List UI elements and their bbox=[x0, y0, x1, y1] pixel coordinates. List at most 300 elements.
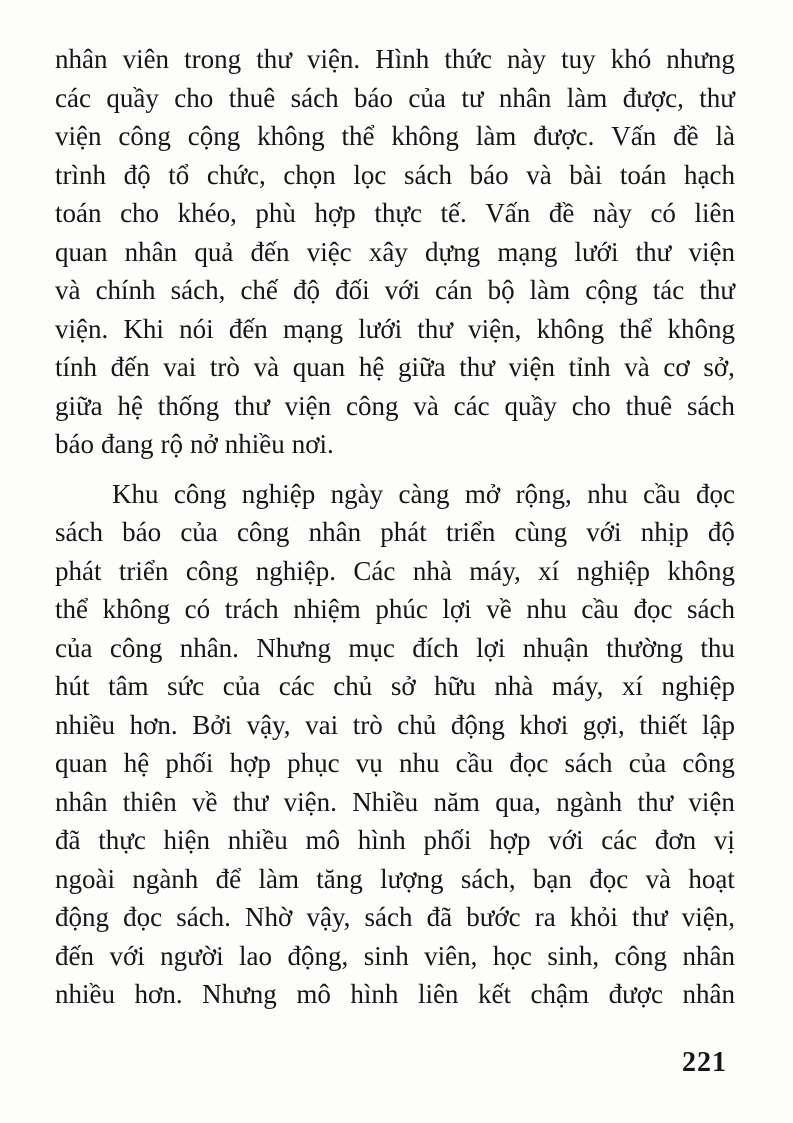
word: viện bbox=[284, 390, 332, 421]
word: công bbox=[173, 478, 227, 509]
word: hiện bbox=[163, 825, 211, 855]
word: nhân bbox=[55, 786, 108, 817]
word: tác bbox=[652, 275, 685, 305]
word: của bbox=[628, 748, 667, 778]
word: sách bbox=[364, 902, 413, 932]
word: thực bbox=[374, 198, 422, 228]
word: đọc bbox=[633, 594, 673, 624]
word: báo bbox=[55, 429, 94, 459]
word: giữa bbox=[55, 390, 103, 421]
word: nhưng bbox=[666, 44, 735, 74]
word: đích bbox=[412, 632, 459, 663]
word: không bbox=[536, 313, 605, 344]
word: nghiệp. bbox=[255, 555, 336, 586]
word: vai bbox=[305, 709, 339, 740]
word: nhiều bbox=[227, 825, 288, 855]
word: nhà bbox=[494, 671, 534, 701]
word: vậy, bbox=[246, 709, 291, 740]
word: với bbox=[586, 517, 622, 547]
word: đọc bbox=[695, 478, 735, 509]
word: nở bbox=[189, 429, 218, 459]
word: để bbox=[215, 863, 242, 894]
word: Vấn bbox=[611, 121, 657, 151]
word: quan bbox=[55, 236, 108, 267]
word: hợp bbox=[489, 825, 531, 855]
word: báo bbox=[122, 517, 162, 547]
word: nhân bbox=[682, 979, 735, 1009]
word: nhu bbox=[398, 748, 440, 778]
word: vậy, bbox=[306, 902, 351, 932]
word: bộ bbox=[487, 275, 515, 305]
word: hút bbox=[55, 671, 90, 701]
word: năm bbox=[433, 786, 480, 817]
word: không bbox=[667, 313, 735, 344]
word: cho bbox=[174, 82, 214, 113]
word: không bbox=[391, 121, 459, 151]
word: Các bbox=[353, 555, 396, 586]
word: trình bbox=[55, 159, 106, 190]
word: viện. bbox=[55, 313, 109, 344]
word: thống bbox=[157, 390, 220, 421]
word: cho bbox=[120, 198, 160, 228]
word: làm bbox=[475, 121, 517, 151]
word: ngành bbox=[132, 863, 199, 894]
word: cầu bbox=[581, 594, 619, 624]
word: và bbox=[413, 390, 439, 421]
word: chủ bbox=[397, 709, 437, 740]
word: thư bbox=[234, 390, 270, 421]
paragraph bbox=[55, 475, 735, 1014]
word: về bbox=[192, 786, 218, 817]
word: công bbox=[185, 555, 239, 586]
word: nhân bbox=[498, 82, 552, 113]
word: học bbox=[492, 940, 532, 971]
word: hình bbox=[357, 825, 406, 855]
word: trò bbox=[352, 709, 383, 740]
word: viện bbox=[508, 352, 555, 382]
word: đã bbox=[426, 902, 453, 932]
word: đến bbox=[228, 313, 268, 344]
word: phúc bbox=[375, 594, 428, 624]
word: phát bbox=[55, 555, 102, 586]
word: sách bbox=[404, 159, 452, 190]
word: nhân. bbox=[179, 632, 239, 663]
word: hơn. bbox=[129, 709, 178, 740]
word: triển bbox=[445, 517, 496, 547]
word: nghiệp bbox=[661, 671, 735, 701]
word: thường bbox=[606, 632, 684, 663]
word: thư bbox=[699, 82, 735, 113]
word: khỏi bbox=[569, 902, 618, 932]
word: cơ bbox=[663, 352, 690, 382]
word: sách bbox=[55, 517, 103, 547]
word: Vấn bbox=[485, 198, 531, 228]
word: sách. bbox=[176, 902, 231, 932]
word: quả bbox=[194, 236, 234, 267]
word: làm bbox=[529, 275, 571, 305]
word: tế. bbox=[440, 198, 467, 228]
word: đọc bbox=[589, 863, 629, 894]
word: này bbox=[592, 198, 632, 228]
word: Khu bbox=[112, 478, 159, 509]
word: xí bbox=[538, 555, 560, 586]
word: Khi bbox=[123, 313, 164, 344]
word: thư bbox=[459, 352, 495, 382]
word: và bbox=[253, 352, 280, 382]
text-line bbox=[55, 387, 735, 426]
word: phù bbox=[255, 198, 296, 228]
word: Nhưng bbox=[256, 632, 331, 663]
word: quan bbox=[55, 748, 108, 778]
word: và bbox=[624, 352, 650, 382]
word: nhuận bbox=[522, 632, 589, 663]
word: rộng, bbox=[515, 478, 572, 509]
word: báo bbox=[354, 82, 393, 113]
word: đề bbox=[673, 121, 699, 151]
word: hợp bbox=[229, 748, 271, 778]
word: quầy bbox=[106, 82, 159, 113]
word: viện, bbox=[468, 313, 522, 344]
word: nhân bbox=[55, 44, 108, 74]
word: lượng bbox=[380, 863, 444, 894]
word: mạng bbox=[283, 313, 343, 344]
word: đang bbox=[100, 429, 154, 459]
word: thư bbox=[635, 236, 672, 267]
word: viên bbox=[122, 44, 170, 74]
word: sách bbox=[564, 748, 613, 778]
word: chậm bbox=[530, 979, 590, 1009]
word: nhiều bbox=[55, 979, 115, 1009]
word: với bbox=[109, 940, 145, 971]
word: lợi bbox=[442, 594, 472, 624]
word: bạn bbox=[532, 863, 572, 894]
word: không bbox=[257, 121, 325, 151]
word: thư bbox=[256, 44, 292, 74]
word: nhân bbox=[682, 940, 735, 971]
word: sách, bbox=[460, 863, 516, 894]
word: ngày bbox=[330, 478, 384, 509]
word: thư bbox=[631, 902, 668, 932]
word: làm bbox=[258, 863, 299, 894]
word: tính bbox=[55, 352, 98, 382]
word: báo bbox=[469, 159, 509, 190]
word: phối bbox=[423, 825, 472, 855]
word: thể bbox=[55, 594, 88, 624]
word: làm bbox=[566, 82, 608, 113]
word: qua, bbox=[495, 786, 541, 817]
word: viện bbox=[688, 236, 735, 267]
word: viện bbox=[55, 121, 102, 151]
word: công bbox=[109, 632, 163, 663]
word: phục bbox=[287, 748, 340, 778]
word: hoạt bbox=[688, 863, 735, 894]
text-line bbox=[55, 117, 735, 156]
word: thực bbox=[98, 825, 146, 855]
word: toán bbox=[619, 159, 667, 190]
text-line bbox=[55, 194, 735, 233]
word: nhà bbox=[412, 555, 452, 586]
word: đơn bbox=[654, 825, 697, 855]
text-line bbox=[55, 629, 735, 668]
word: hệ bbox=[123, 748, 150, 778]
paragraph bbox=[55, 40, 735, 464]
word: nhiều bbox=[224, 429, 285, 459]
word: viện. bbox=[283, 786, 337, 817]
word: tâm bbox=[108, 671, 149, 701]
word: viện bbox=[688, 786, 735, 817]
word: thể bbox=[619, 313, 653, 344]
word: chức, bbox=[206, 159, 266, 190]
word: mạng bbox=[497, 236, 558, 267]
word: Nhưng bbox=[202, 979, 277, 1009]
word: rộ bbox=[160, 429, 183, 459]
word: công bbox=[682, 748, 735, 778]
word: có bbox=[650, 198, 676, 228]
word: đọc bbox=[509, 748, 549, 778]
word: công bbox=[118, 121, 171, 151]
word: khơi bbox=[519, 709, 569, 740]
word: xây bbox=[368, 236, 408, 267]
word: động bbox=[450, 709, 505, 740]
word: thuê bbox=[625, 390, 673, 421]
word: với bbox=[548, 825, 584, 855]
word: nói bbox=[179, 313, 214, 344]
word: khó bbox=[610, 44, 652, 74]
text-block bbox=[55, 40, 735, 1014]
word: cộng bbox=[585, 275, 638, 305]
word: thiên bbox=[122, 786, 177, 817]
text-line bbox=[55, 860, 735, 899]
word: tỉnh bbox=[568, 352, 611, 382]
word: toán bbox=[55, 198, 102, 228]
text-line bbox=[55, 271, 735, 310]
word: Hình bbox=[375, 44, 430, 74]
word: động, bbox=[287, 940, 349, 971]
word: liên bbox=[694, 198, 735, 228]
text-line bbox=[55, 513, 735, 552]
word: sức bbox=[167, 671, 205, 701]
word: nhân bbox=[308, 517, 362, 547]
word: mô bbox=[296, 979, 331, 1009]
word: không bbox=[102, 594, 171, 624]
word: tuy bbox=[561, 44, 596, 74]
word: đã bbox=[55, 825, 81, 855]
word: Nhờ bbox=[245, 902, 293, 932]
word: đối bbox=[335, 275, 370, 305]
word: cầu bbox=[455, 748, 494, 778]
word: liên bbox=[417, 979, 459, 1009]
word: sở bbox=[390, 671, 416, 701]
word: sách bbox=[686, 390, 735, 421]
word: xí bbox=[621, 671, 643, 701]
word: của bbox=[55, 632, 93, 663]
word: mục bbox=[348, 632, 395, 663]
word: triển bbox=[118, 555, 169, 586]
word: nghiệp bbox=[576, 555, 651, 586]
word: lưới bbox=[574, 236, 619, 267]
word: công bbox=[236, 517, 290, 547]
word: sách bbox=[290, 82, 339, 113]
word: tổ bbox=[168, 159, 190, 190]
word: thể bbox=[341, 121, 375, 151]
word: viện, bbox=[681, 902, 735, 932]
word: đề bbox=[548, 198, 575, 228]
word: quầy bbox=[504, 390, 557, 421]
word: máy, bbox=[551, 671, 604, 701]
word: dựng bbox=[425, 236, 481, 267]
word: phối bbox=[165, 748, 214, 778]
word: được. bbox=[533, 121, 595, 151]
word: chính bbox=[95, 275, 156, 305]
word: này bbox=[507, 44, 547, 74]
word: không bbox=[667, 555, 735, 586]
word: chế bbox=[240, 275, 278, 305]
word: của bbox=[408, 82, 446, 113]
word: sách, bbox=[170, 275, 226, 305]
word: các bbox=[55, 82, 91, 113]
word: tư bbox=[461, 82, 484, 113]
word: sinh, bbox=[547, 940, 600, 971]
text-line bbox=[55, 425, 735, 464]
text-line bbox=[55, 40, 735, 79]
text-line bbox=[55, 348, 735, 387]
text-line bbox=[55, 310, 735, 349]
word: thiết bbox=[639, 709, 688, 740]
word: và bbox=[55, 275, 81, 305]
word: trách bbox=[224, 594, 279, 624]
word: thư bbox=[637, 786, 674, 817]
word: ra bbox=[534, 902, 556, 932]
word: của bbox=[222, 671, 261, 701]
word: đến bbox=[55, 940, 94, 971]
word: việc bbox=[306, 236, 352, 267]
word: viện. bbox=[306, 44, 361, 74]
word: mở bbox=[464, 478, 501, 509]
word: đọc bbox=[123, 902, 163, 932]
word: viên, bbox=[424, 940, 478, 971]
word: máy, bbox=[469, 555, 521, 586]
word: lợi bbox=[476, 632, 506, 663]
word: hơn. bbox=[134, 979, 183, 1009]
word: cùng bbox=[514, 517, 568, 547]
text-line bbox=[55, 590, 735, 629]
word: Nhiều bbox=[352, 786, 419, 817]
word: hệ bbox=[358, 352, 385, 382]
word: chủ bbox=[333, 671, 373, 701]
word: nhiệm bbox=[293, 594, 361, 624]
text-line bbox=[55, 552, 735, 591]
text-line bbox=[55, 975, 735, 1014]
word: nhịp bbox=[640, 517, 689, 547]
word: trong bbox=[184, 44, 242, 74]
text-line bbox=[55, 706, 735, 745]
word: độ bbox=[707, 517, 735, 547]
word: thư bbox=[699, 275, 735, 305]
word: cán bbox=[435, 275, 473, 305]
word: hợp bbox=[314, 198, 356, 228]
word: hữu bbox=[434, 671, 476, 701]
word: đến bbox=[250, 236, 290, 267]
word: sở, bbox=[703, 352, 735, 382]
word: phát bbox=[380, 517, 427, 547]
text-line bbox=[55, 937, 735, 976]
word: với bbox=[384, 275, 420, 305]
word: thư bbox=[232, 786, 269, 817]
word: lưới bbox=[358, 313, 403, 344]
word: sách bbox=[687, 594, 735, 624]
word: nghiệp bbox=[241, 478, 316, 509]
word: thu bbox=[700, 632, 735, 663]
word: các bbox=[453, 390, 490, 421]
word: cho bbox=[571, 390, 611, 421]
text-line bbox=[55, 821, 735, 860]
word: và bbox=[645, 863, 672, 894]
word: khéo, bbox=[177, 198, 237, 228]
word: vụ bbox=[355, 748, 383, 778]
word: gợi, bbox=[582, 709, 625, 740]
word: lập bbox=[701, 709, 735, 740]
word: ngoài bbox=[55, 863, 115, 894]
word: và bbox=[526, 159, 552, 190]
word: ngành bbox=[556, 786, 623, 817]
word: đến bbox=[110, 352, 150, 382]
word: Bởi bbox=[192, 709, 232, 740]
word: cộng bbox=[187, 121, 241, 151]
word: người bbox=[160, 940, 224, 971]
word: nhân bbox=[124, 236, 178, 267]
word: mô bbox=[305, 825, 340, 855]
word: nhiều bbox=[55, 709, 115, 740]
text-line bbox=[55, 475, 735, 514]
word: thư bbox=[417, 313, 453, 344]
word: sinh bbox=[363, 940, 409, 971]
word: vị bbox=[713, 825, 735, 855]
word: lao bbox=[239, 940, 273, 971]
word: chọn bbox=[283, 159, 336, 190]
word: tăng bbox=[316, 863, 363, 894]
word: về bbox=[486, 594, 512, 624]
word: là bbox=[715, 121, 735, 151]
word: hạch bbox=[684, 159, 735, 190]
word: vai bbox=[163, 352, 197, 382]
word: các bbox=[278, 671, 315, 701]
word: được bbox=[608, 979, 663, 1009]
word: động bbox=[55, 902, 109, 932]
word: độ bbox=[293, 275, 320, 305]
text-line bbox=[55, 898, 735, 937]
word: được, bbox=[622, 82, 684, 113]
word: cầu bbox=[643, 478, 681, 509]
word: thuê bbox=[228, 82, 276, 113]
word: các bbox=[601, 825, 638, 855]
text-line bbox=[55, 79, 735, 118]
text-line bbox=[55, 156, 735, 195]
word: kết bbox=[477, 979, 511, 1009]
word: càng bbox=[398, 478, 450, 509]
word: giữa bbox=[397, 352, 446, 382]
word: quan bbox=[292, 352, 346, 382]
word: trò bbox=[209, 352, 240, 382]
text-line bbox=[55, 667, 735, 706]
word: công bbox=[345, 390, 399, 421]
text-line bbox=[55, 233, 735, 272]
word: bài bbox=[569, 159, 603, 190]
page-number: 221 bbox=[682, 1047, 727, 1078]
word: độ bbox=[123, 159, 151, 190]
word: hệ bbox=[117, 390, 143, 421]
word: hình bbox=[350, 979, 399, 1009]
word: thức bbox=[444, 44, 492, 74]
